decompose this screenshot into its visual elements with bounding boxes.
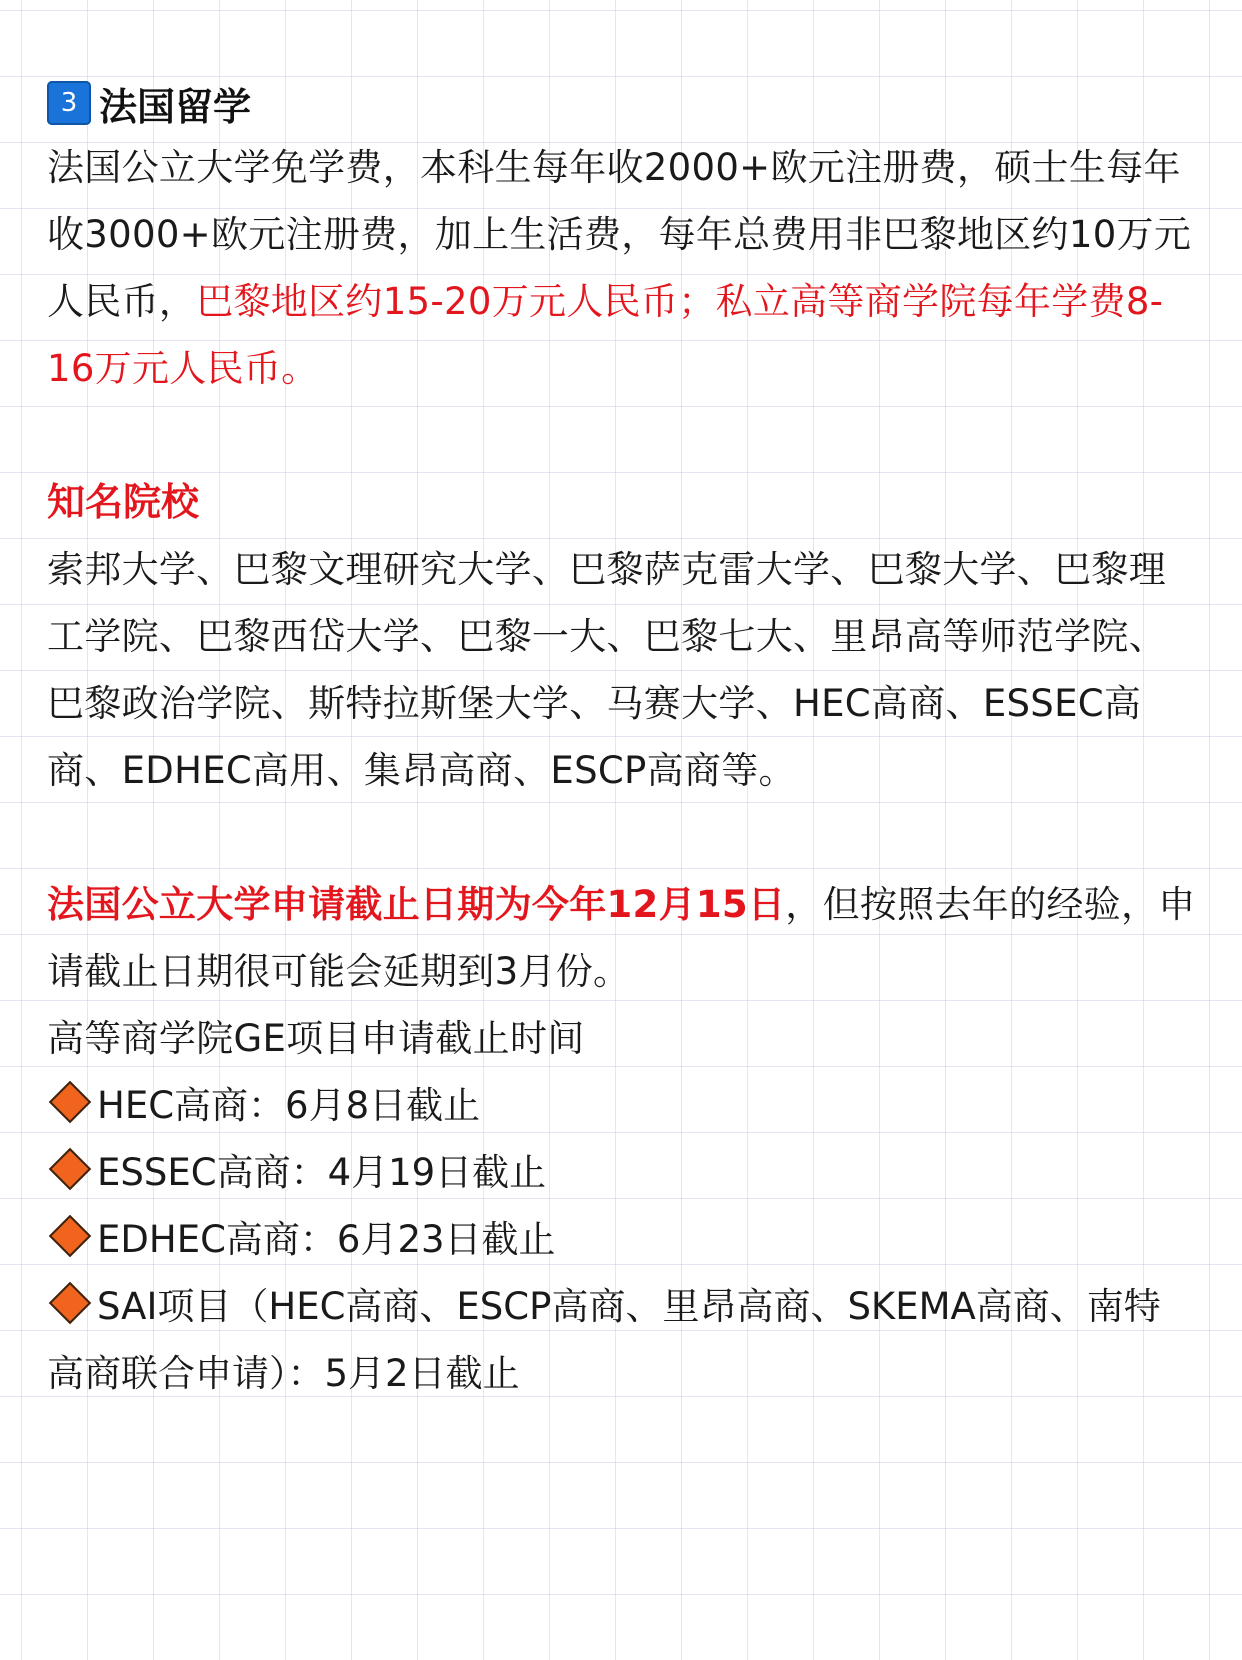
deadline-paragraph — [47, 871, 1197, 1005]
fees-paragraph — [47, 134, 1197, 402]
list-item — [47, 1139, 1197, 1206]
orange-diamond-icon — [49, 1148, 91, 1190]
list-item-text: ESSEC高商：4月19日截止 — [97, 1151, 547, 1194]
deadline-text: ，但按照去年的经验，申请截止日期很可能会延期到3月份。 — [47, 883, 1196, 993]
number-3-badge-icon: 3 — [47, 81, 91, 125]
deadline-highlight: 法国公立大学申请截止日期为今年12月15日 — [47, 883, 786, 926]
list-item — [47, 1206, 1197, 1273]
fees-highlight: 巴黎地区约15-20万元人民币；私立高等商学院每年学费8-16万元人民币。 — [47, 280, 1164, 390]
list-item-text: HEC高商：6月8日截止 — [97, 1084, 481, 1127]
list-item — [47, 1273, 1197, 1407]
fees-text: 法国公立大学免学费，本科生每年收2000+欧元注册费，硕士生每年收3000+欧元注册费，加上生活费，每年总费用非巴黎地区约10万元人民币， — [47, 146, 1192, 323]
section-title: 法国留学 — [99, 84, 252, 129]
orange-diamond-icon — [49, 1081, 91, 1123]
orange-diamond-icon — [49, 1215, 91, 1257]
deadline-list — [47, 1072, 1197, 1407]
schools-list: 索邦大学、巴黎文理研究大学、巴黎萨克雷大学、巴黎大学、巴黎理工学院、巴黎西岱大学、巴黎一大、巴黎七大、里昂高等师范学院、巴黎政治学院、斯特拉斯堡大学、马赛大学、HEC高商、ESSEC高商、EDHEC高用、集昂高商、ESCP高商等。 — [47, 548, 1166, 792]
orange-diamond-icon — [49, 1282, 91, 1324]
schools-heading: 知名院校 — [47, 480, 200, 524]
spacer — [47, 804, 1197, 871]
list-item — [47, 1072, 1197, 1139]
list-item-text: EDHEC高商：6月23日截止 — [97, 1218, 556, 1261]
section-heading — [47, 72, 1197, 134]
list-item-text: SAI项目（HEC高商、ESCP高商、里昂高商、SKEMA高商、南特高商联合申请）：5月2日截止 — [47, 1285, 1161, 1395]
ge-deadline-heading: 高等商学院GE项目申请截止时间 — [47, 1017, 585, 1060]
content-page — [47, 72, 1197, 1407]
